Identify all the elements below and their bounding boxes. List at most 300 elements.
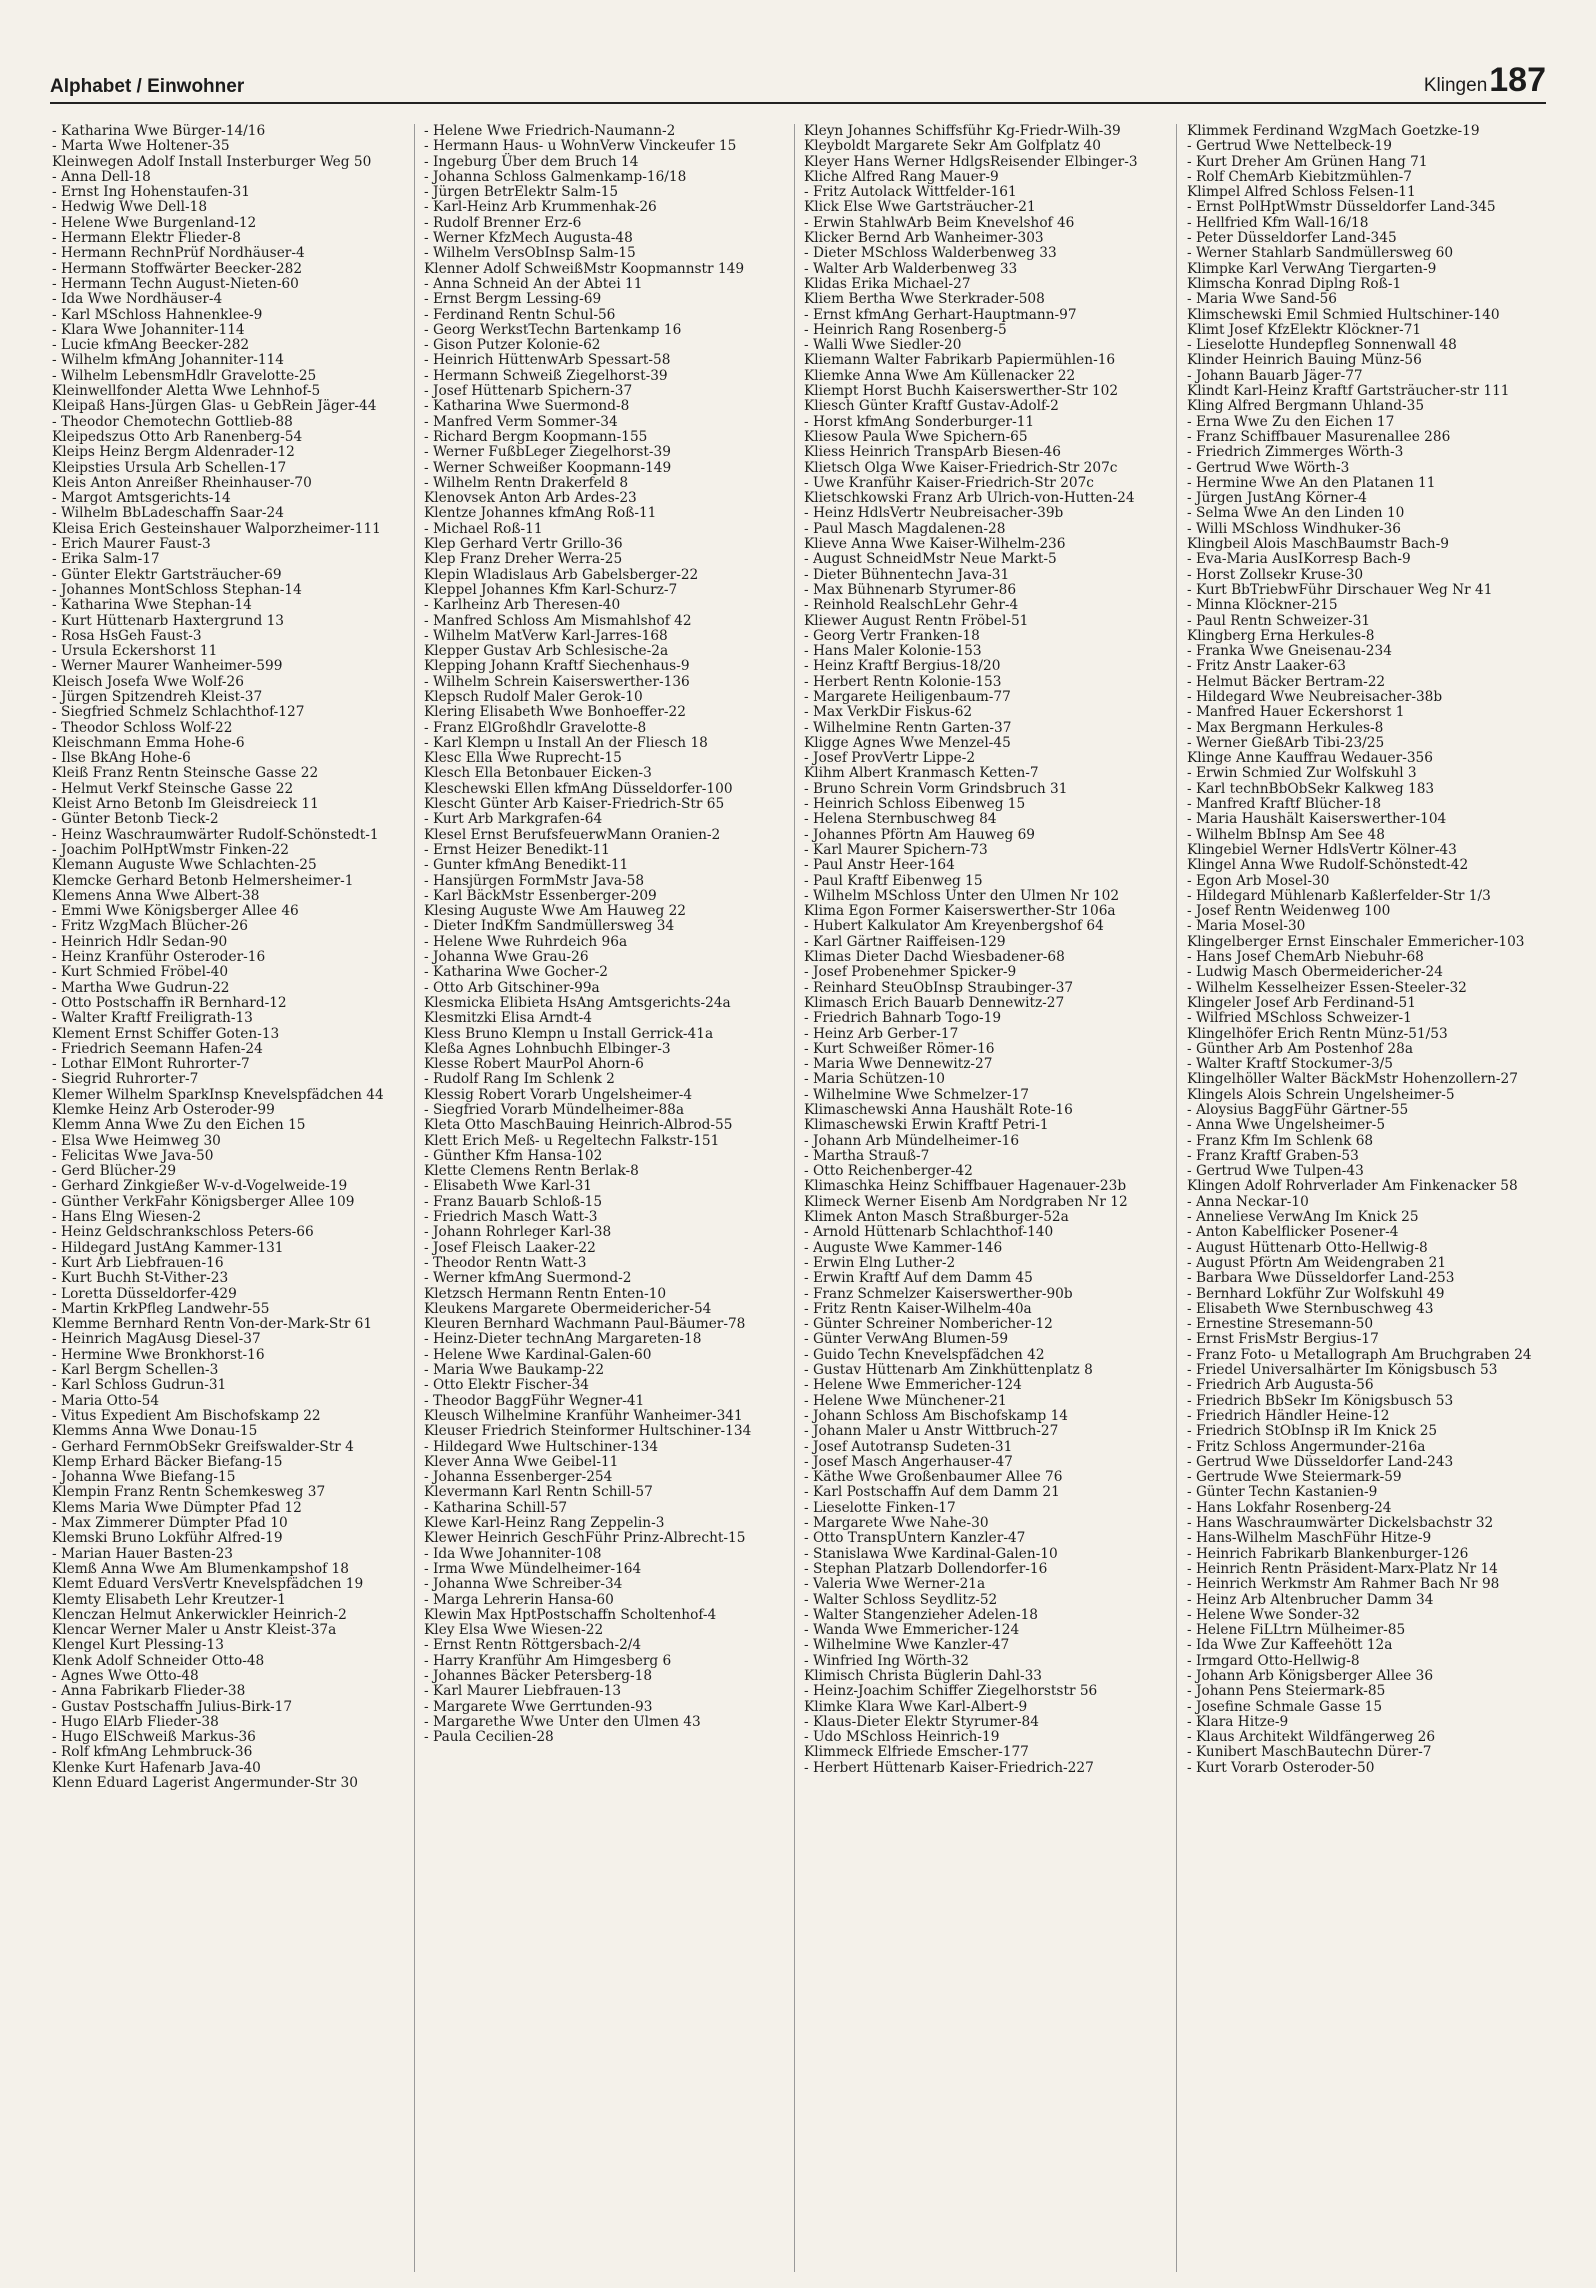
directory-entry: - Hermann Stoffwärter Beecker-282 — [52, 260, 303, 277]
directory-entry: - Friedrich Bahnarb Togo-19 — [804, 1010, 1002, 1027]
directory-entry: - Barbara Wwe Düsseldorfer Land-253 — [1187, 1270, 1455, 1287]
directory-entry: - Walter Kraftf Stockumer-3/5 — [1187, 1056, 1393, 1073]
directory-entry: Kleips Heinz Bergm Aldenrader-12 — [52, 444, 295, 461]
directory-entry: - Heinrich Rang Rosenberg-5 — [804, 321, 1007, 338]
directory-entry: Klesse Robert MaurPol Ahorn-6 — [424, 1056, 644, 1073]
directory-entry: - Paula Cecilien-28 — [424, 1729, 554, 1746]
directory-column-4 — [1187, 124, 1535, 2272]
directory-entry: - Johannes MontSchloss Stephan-14 — [52, 581, 302, 598]
directory-entry: - Günther Arb Am Postenhof 28a — [1187, 1040, 1413, 1057]
directory-entry: Kleinwellfonder Aletta Wwe Lehnhof-5 — [52, 383, 321, 400]
column-divider — [794, 124, 795, 2272]
directory-entry: - Reinhold RealschLehr Gehr-4 — [804, 597, 1019, 614]
directory-entry: - Erwin Elng Luther-2 — [804, 1254, 956, 1271]
directory-entry: - Ernestine Stresemann-50 — [1187, 1316, 1374, 1333]
directory-entry: - Gertrud Wwe Nettelbeck-19 — [1187, 138, 1392, 155]
directory-entry: Klemer Wilhelm SparkInsp Knevelspfädchen 44 — [52, 1086, 384, 1103]
directory-entry: - Karl Maurer Spichern-73 — [804, 841, 988, 858]
directory-entry: Kliem Bertha Wwe Sterkrader-508 — [804, 291, 1045, 308]
directory-entry: Klimpke Karl VerwAng Tiergarten-9 — [1187, 260, 1437, 277]
directory-entry: - Anna Fabrikarb Flieder-38 — [52, 1683, 246, 1700]
directory-entry: - Heinrich Rentn Präsident-Marx-Platz Nr 14 — [1187, 1560, 1498, 1577]
directory-entry: - Wilhelm Kesselheizer Essen-Steeler-32 — [1187, 979, 1467, 996]
column-divider — [1176, 124, 1177, 2272]
directory-entry: - Wilfried MSchloss Schweizer-1 — [1187, 1010, 1412, 1027]
directory-entry: - Georg Vertr Franken-18 — [804, 627, 980, 644]
directory-entry: - Peter Düsseldorfer Land-345 — [1187, 230, 1397, 247]
directory-entry: - Friedrich Händler Heine-12 — [1187, 1407, 1390, 1424]
directory-entry: - Minna Klöckner-215 — [1187, 597, 1338, 614]
directory-entry: - Jürgen BetrElektr Salm-15 — [424, 184, 619, 201]
directory-entry: - Günter Schreiner Nombericher-12 — [804, 1316, 1053, 1333]
directory-entry: - Ernst Ing Hohenstaufen-31 — [52, 184, 250, 201]
directory-entry: - Otto TranspUntern Kanzler-47 — [804, 1530, 1026, 1547]
directory-entry: Klieve Anna Wwe Kaiser-Wilhelm-236 — [804, 536, 1066, 553]
directory-entry: - Hermann Techn August-Nieten-60 — [52, 275, 299, 292]
directory-entry: - Werner FußbLeger Ziegelhorst-39 — [424, 444, 671, 461]
directory-entry: - Werner KfzMech Augusta-48 — [424, 230, 633, 247]
directory-entry: - Hellfried Kfm Wall-16/18 — [1187, 214, 1369, 231]
directory-entry: - Heinz Arb Gerber-17 — [804, 1025, 959, 1042]
directory-entry: - Ernst kfmAng Gerhart-Hauptmann-97 — [804, 306, 1077, 323]
directory-entry: - Margarete Wwe Gerrtunden-93 — [424, 1698, 653, 1715]
directory-entry: Klepin Wladislaus Arb Gabelsberger-22 — [424, 566, 699, 583]
directory-entry: Kleßa Agnes Lohnbuchh Elbinger-3 — [424, 1040, 671, 1057]
directory-entry: Klingbeil Alois MaschBaumstr Bach-9 — [1187, 536, 1449, 553]
directory-entry: - Hans-Wilhelm MaschFühr Hitze-9 — [1187, 1530, 1432, 1547]
directory-entry: - Kurt Schmied Fröbel-40 — [52, 964, 229, 981]
directory-entry: - Lieselotte Hundepfleg Sonnenwall 48 — [1187, 337, 1457, 354]
directory-entry: - Hermine Wwe An den Platanen 11 — [1187, 474, 1436, 491]
directory-entry: Klencar Werner Maler u Anstr Kleist-37a — [52, 1622, 337, 1639]
directory-entry: - Irma Wwe Mündelheimer-164 — [424, 1560, 642, 1577]
directory-entry: - Paul Anstr Heer-164 — [804, 857, 955, 874]
directory-entry: - Friedrich Zimmerges Wörth-3 — [1187, 444, 1404, 461]
directory-entry: - Max Zimmerer Dümpter Pfad 10 — [52, 1515, 288, 1532]
directory-entry: Kleuser Friedrich Steinformer Hultschiner-134 — [424, 1423, 752, 1440]
directory-entry: - Erna Wwe Zu den Eichen 17 — [1187, 413, 1395, 430]
directory-entry: - Martha Wwe Gudrun-22 — [52, 979, 230, 996]
directory-entry: Klimek Anton Masch Straßburger-52a — [804, 1209, 1069, 1226]
directory-entry: - Uwe Kranführ Kaiser-Friedrich-Str 207c — [804, 474, 1094, 491]
directory-entry: - Kurt Schweißer Römer-16 — [804, 1040, 995, 1057]
directory-entry: - Otto Arb Gitschiner-99a — [424, 979, 600, 996]
directory-entry: Klep Gerhard Vertr Grillo-36 — [424, 536, 623, 553]
directory-entry: - Kurt Vorarb Osteroder-50 — [1187, 1759, 1375, 1776]
directory-entry: - Johann Maler u Anstr Wittbruch-27 — [804, 1423, 1059, 1440]
directory-entry: - Helene Wwe Emmericher-124 — [804, 1377, 1022, 1394]
directory-entry: - Fritz WzgMach Blücher-26 — [52, 918, 248, 935]
directory-entry: Klinder Heinrich Bauing Münz-56 — [1187, 352, 1422, 369]
directory-entry: - Karl Klempn u Install An der Fliesch 18 — [424, 734, 708, 751]
directory-entry: Kling Alfred Bergmann Uhland-35 — [1187, 398, 1425, 415]
directory-entry: - Rudolf Brenner Erz-6 — [424, 214, 582, 231]
directory-entry: - Franz ElGroßhdlr Gravelotte-8 — [424, 719, 647, 736]
directory-entry: - Franz Schmelzer Kaiserswerther-90b — [804, 1285, 1073, 1302]
directory-entry: Kleschewski Ellen kfmAng Düsseldorfer-100 — [424, 780, 733, 797]
directory-entry: - Wilhelm BbInsp Am See 48 — [1187, 826, 1385, 843]
page-number: 187 — [1489, 61, 1546, 99]
directory-entry: Klingberg Erna Herkules-8 — [1187, 627, 1375, 644]
directory-entry: Klewin Max HptPostschaffn Scholtenhof-4 — [424, 1606, 717, 1623]
directory-entry: Kleuren Bernhard Wachmann Paul-Bäumer-78 — [424, 1316, 746, 1333]
directory-entry: - Heinrich MagAusg Diesel-37 — [52, 1331, 261, 1348]
directory-entry: - Günter Betonb Tieck-2 — [52, 811, 219, 828]
directory-entry: Klemty Elisabeth Lehr Kreutzer-1 — [52, 1591, 286, 1608]
directory-entry: - Helene Wwe Burgenland-12 — [52, 214, 257, 231]
section-title: Alphabet / Einwohner — [50, 76, 245, 97]
directory-entry: Klette Clemens Rentn Berlak-8 — [424, 1163, 639, 1180]
directory-entry: - Heinz-Joachim Schiffer Ziegelhorststr 56 — [804, 1683, 1098, 1700]
directory-entry: - Hildegard Wwe Hultschiner-134 — [424, 1438, 659, 1455]
directory-column-2 — [424, 124, 772, 2272]
directory-entry: - Max Bergmann Herkules-8 — [1187, 719, 1384, 736]
directory-entry: - Erwin Schmied Zur Wolfskuhl 3 — [1187, 765, 1417, 782]
directory-entry: Kleinwegen Adolf Install Insterburger Weg 50 — [52, 153, 372, 170]
directory-entry: - Maria Mosel-30 — [1187, 918, 1306, 935]
directory-entry: - Klaus-Dieter Elektr Styrumer-84 — [804, 1713, 1039, 1730]
directory-entry: - Ernst Bergm Lessing-69 — [424, 291, 602, 308]
directory-entry: Kligge Agnes Wwe Menzel-45 — [804, 734, 1011, 751]
directory-entry: Klimasch Erich Bauarb Dennewitz-27 — [804, 994, 1065, 1011]
directory-entry: - Heinrich Hdlr Sedan-90 — [52, 933, 228, 950]
directory-entry: - Georg WerkstTechn Bartenkamp 16 — [424, 321, 682, 338]
directory-entry: Kleisch Josefa Wwe Wolf-26 — [52, 673, 244, 690]
directory-entry: - Wilhelm BbLadeschaffn Saar-24 — [52, 505, 284, 522]
directory-entry: - Joachim PolHptWmstr Finken-22 — [52, 841, 289, 858]
directory-entry: - Franz Kfm Im Schlenk 68 — [1187, 1132, 1374, 1149]
directory-entry: - Heinz Kranführ Osteroder-16 — [52, 949, 266, 966]
directory-entry: - Hans Waschraumwärter Dickelsbachstr 32 — [1187, 1515, 1494, 1532]
directory-entry: - Katharina Wwe Gocher-2 — [424, 964, 608, 981]
directory-entry: - Margarete Wwe Nahe-30 — [804, 1515, 989, 1532]
directory-entry: - Dieter Bühnentechn Java-31 — [804, 566, 1010, 583]
directory-entry: Klingebiel Werner HdlsVertr Kölner-43 — [1187, 841, 1457, 858]
column-divider — [414, 124, 415, 2272]
directory-entry: Klimisch Christa Büglerin Dahl-33 — [804, 1667, 1043, 1684]
directory-entry: - Hansjürgen FormMstr Java-58 — [424, 872, 645, 889]
directory-entry: - Friedel Universalhärter Im Königsbusch 53 — [1187, 1362, 1498, 1379]
directory-entry: - Käthe Wwe Großenbaumer Allee 76 — [804, 1469, 1063, 1486]
directory-entry: - Willi MSchloss Windhuker-36 — [1187, 520, 1401, 537]
directory-entry: Kleyn Johannes Schiffsführ Kg-Friedr-Wilh-39 — [804, 124, 1121, 139]
directory-entry: - Michael Roß-11 — [424, 520, 543, 537]
directory-entry: - Hans Maler Kolonie-153 — [804, 643, 982, 660]
directory-entry: - Hermann Elektr Flieder-8 — [52, 230, 241, 247]
directory-entry: Klinge Anne Kauffrau Wedauer-356 — [1187, 750, 1433, 767]
directory-entry: - Johann Arb Mündelheimer-16 — [804, 1132, 1020, 1149]
directory-entry: Klemß Anna Wwe Am Blumenkampshof 18 — [52, 1560, 349, 1577]
directory-entry: - Hermine Wwe Bronkhorst-16 — [52, 1346, 265, 1363]
directory-entry: Klenovsek Anton Arb Ardes-23 — [424, 490, 637, 507]
directory-entry: Klimke Klara Wwe Karl-Albert-9 — [804, 1698, 1028, 1715]
directory-entry: - Klara Hitze-9 — [1187, 1713, 1289, 1730]
directory-entry: - Martha Strauß-7 — [804, 1147, 930, 1164]
directory-entry: Klesch Ella Betonbauer Eicken-3 — [424, 765, 652, 782]
directory-entry: - Kurt Arb Markgrafen-64 — [424, 811, 603, 828]
directory-entry: - Wilhelm kfmAng Johanniter-114 — [52, 352, 284, 369]
directory-entry: - Maria Wwe Dennewitz-27 — [804, 1056, 993, 1073]
directory-entry: Klingelberger Ernst Einschaler Emmericher-103 — [1187, 933, 1525, 950]
directory-entry: - Kurt Hüttenarb Haxtergrund 13 — [52, 612, 285, 629]
directory-entry: - Lucie kfmAng Beecker-282 — [52, 337, 250, 354]
directory-entry: - Walli Wwe Siedler-20 — [804, 337, 962, 354]
directory-entry: - Werner Schweißer Koopmann-149 — [424, 459, 672, 476]
directory-entry: - Franz Bauarb Schloß-15 — [424, 1193, 603, 1210]
directory-entry: - Johanna Essenberger-254 — [424, 1469, 613, 1486]
directory-entry: - Katharina Wwe Stephan-14 — [52, 597, 252, 614]
directory-entry: - Margarethe Wwe Unter den Ulmen 43 — [424, 1713, 701, 1730]
directory-entry: - Herbert Rentn Kolonie-153 — [804, 673, 1002, 690]
directory-entry: - Heinrich Schloss Eibenweg 15 — [804, 796, 1026, 813]
directory-entry: - Arnold Hüttenarb Schlachthof-140 — [804, 1224, 1054, 1241]
directory-entry: - Ferdinand Rentn Schul-56 — [424, 306, 616, 323]
directory-entry: Klicker Bernd Arb Wanheimer-303 — [804, 230, 1044, 247]
directory-entry: Kletzsch Hermann Rentn Enten-10 — [424, 1285, 667, 1302]
directory-entry: - Rudolf Rang Im Schlenk 2 — [424, 1071, 615, 1088]
directory-entry: - Ida Wwe Nordhäuser-4 — [52, 291, 223, 308]
directory-entry: - Helene Wwe Kardinal-Galen-60 — [424, 1346, 652, 1363]
directory-entry: Klimpel Alfred Schloss Felsen-11 — [1187, 184, 1416, 201]
directory-entry: - Fritz Rentn Kaiser-Wilhelm-40a — [804, 1300, 1032, 1317]
directory-entry: Klingelhöfer Erich Rentn Münz-51/53 — [1187, 1025, 1448, 1042]
directory-entry: Kleipaß Hans-Jürgen Glas- u GebRein Jäger-44 — [52, 398, 377, 415]
directory-entry: - Ernst FrisMstr Bergius-17 — [1187, 1331, 1379, 1348]
directory-entry: - Anna Schneid An der Abtei 11 — [424, 275, 643, 292]
directory-entry: - Harry Kranführ Am Himgesberg 6 — [424, 1652, 672, 1669]
directory-entry: - Jürgen JustAng Körner-4 — [1187, 490, 1367, 507]
directory-entry: - Marian Hauer Basten-23 — [52, 1545, 234, 1562]
directory-entry: - Klara Wwe Johanniter-114 — [52, 321, 245, 338]
directory-entry: - Lieselotte Finken-17 — [804, 1499, 956, 1516]
directory-entry: - Karl Gärtner Raiffeisen-129 — [804, 933, 1006, 950]
directory-entry: Klimmek Ferdinand WzgMach Goetzke-19 — [1187, 124, 1480, 139]
directory-entry: - Katharina Schill-57 — [424, 1499, 568, 1516]
directory-entry: Klemp Erhard Bäcker Biefang-15 — [52, 1453, 283, 1470]
directory-entry: - Heinz-Dieter technAng Margareten-18 — [424, 1331, 702, 1348]
directory-entry: - Anna Wwe Ungelsheimer-5 — [1187, 1117, 1386, 1134]
directory-entry: Klesc Ella Wwe Ruprecht-15 — [424, 750, 622, 767]
directory-entry: - Dieter MSchloss Walderbenweg 33 — [804, 245, 1057, 262]
directory-entry: Kleusch Wilhelmine Kranführ Wanheimer-341 — [424, 1407, 743, 1424]
directory-entry: - Rolf ChemArb Kiebitzmühlen-7 — [1187, 168, 1413, 185]
directory-entry: Klement Ernst Schiffer Goten-13 — [52, 1025, 280, 1042]
directory-entry: - Paul Masch Magdalenen-28 — [804, 520, 1006, 537]
directory-entry: Klewer Heinrich GeschFühr Prinz-Albrecht-15 — [424, 1530, 746, 1547]
directory-entry: - Hildegard Mühlenarb Kaßlerfelder-Str 1/3 — [1187, 887, 1491, 904]
directory-entry: - Gerd Blücher-29 — [52, 1163, 177, 1180]
directory-entry: Kleta Otto MaschBauing Heinrich-Albrod-55 — [424, 1117, 733, 1134]
directory-entry: Klemt Eduard VersVertr Knevelspfädchen 19 — [52, 1576, 364, 1593]
directory-entry: - Karl Bergm Schellen-3 — [52, 1362, 219, 1379]
directory-entry: Kley Elsa Wwe Wiesen-22 — [424, 1622, 604, 1639]
directory-entry: Kliesch Günter Kraftf Gustav-Adolf-2 — [804, 398, 1059, 415]
directory-entry: - Gustav Postschaffn Julius-Birk-17 — [52, 1698, 293, 1715]
directory-entry: - Bernhard Lokführ Zur Wolfskuhl 49 — [1187, 1285, 1445, 1302]
directory-entry: Klimaschka Heinz Schiffbauer Hagenauer-23b — [804, 1178, 1127, 1195]
directory-entry: Klimas Dieter Dachd Wiesbadener-68 — [804, 949, 1065, 966]
directory-entry: - Franz Kraftf Graben-53 — [1187, 1147, 1359, 1164]
directory-entry: - Hermann RechnPrüf Nordhäuser-4 — [52, 245, 305, 262]
directory-entry: - Josef Masch Angerhauser-47 — [804, 1453, 1013, 1470]
directory-entry: - Loretta Düsseldorfer-429 — [52, 1285, 237, 1302]
directory-entry: Klingels Alois Schrein Ungelsheimer-5 — [1187, 1086, 1455, 1103]
directory-entry: Klenke Kurt Hafenarb Java-40 — [52, 1759, 261, 1776]
directory-entry: - Maria Schützen-10 — [804, 1071, 945, 1088]
directory-entry: - Helmut Bäcker Bertram-22 — [1187, 673, 1386, 690]
directory-entry: - Karl technBbObSekr Kalkweg 183 — [1187, 780, 1435, 797]
directory-entry: - Heinz Geldschrankschloss Peters-66 — [52, 1224, 314, 1241]
directory-entry: Klimt Josef KfzElektr Klöckner-71 — [1187, 321, 1422, 338]
directory-entry: Klingel Anna Wwe Rudolf-Schönstedt-42 — [1187, 857, 1469, 874]
directory-column-1 — [52, 124, 400, 2272]
directory-entry: Klenk Adolf Schneider Otto-48 — [52, 1652, 265, 1669]
directory-entry: - Kurt BbTriebwFühr Dirschauer Weg Nr 41 — [1187, 581, 1493, 598]
directory-entry: - Maria Wwe Baukamp-22 — [424, 1362, 605, 1379]
directory-entry: Klimscha Konrad Diplng Roß-1 — [1187, 275, 1402, 292]
directory-entry: Klemcke Gerhard Betonb Helmersheimer-1 — [52, 872, 354, 889]
directory-entry: - Theodor Schloss Wolf-22 — [52, 719, 233, 736]
directory-entry: - Elsa Wwe Heimweg 30 — [52, 1132, 221, 1149]
directory-entry: - Walter Arb Walderbenweg 33 — [804, 260, 1018, 277]
directory-entry: - Ida Wwe Zur Kaffeehött 12a — [1187, 1637, 1393, 1654]
directory-entry: - Rolf kfmAng Lehmbruck-36 — [52, 1744, 253, 1761]
directory-entry: - Otto Reichenberger-42 — [804, 1163, 973, 1180]
directory-entry: Klemke Heinz Arb Osteroder-99 — [52, 1102, 275, 1118]
directory-entry: - Wilhelm Schrein Kaiserswerther-136 — [424, 673, 690, 690]
directory-entry: - Agnes Wwe Otto-48 — [52, 1667, 199, 1684]
directory-entry: - Ludwig Masch Obermeidericher-24 — [1187, 964, 1443, 981]
directory-entry: - Walter Stangenzieher Adelen-18 — [804, 1606, 1038, 1623]
directory-entry: - Kurt Arb Liebfrauen-16 — [52, 1254, 224, 1271]
directory-entry: - Gertrude Wwe Steiermark-59 — [1187, 1469, 1402, 1486]
directory-entry: - Günther VerkFahr Königsberger Allee 109 — [52, 1193, 355, 1210]
directory-entry: Kliemann Walter Fabrikarb Papiermühlen-16 — [804, 352, 1116, 369]
directory-entry: - Otto Postschaffn iR Bernhard-12 — [52, 994, 287, 1011]
directory-entry: Klessig Robert Vorarb Ungelsheimer-4 — [424, 1086, 693, 1103]
directory-entry: - Richard Bergm Koopmann-155 — [424, 428, 648, 445]
directory-entry: Klentze Johannes kfmAng Roß-11 — [424, 505, 657, 522]
directory-entry: - Paul Rentn Schweizer-31 — [1187, 612, 1371, 629]
directory-entry: Kliempt Horst Buchh Kaiserswerther-Str 102 — [804, 383, 1119, 400]
directory-entry: - Manfred Verm Sommer-34 — [424, 413, 618, 430]
directory-entry: Kleukens Margarete Obermeidericher-54 — [424, 1300, 712, 1317]
directory-column-3 — [804, 124, 1152, 2272]
directory-entry: Klenczan Helmut Ankerwickler Heinrich-2 — [52, 1606, 347, 1623]
directory-entry: - Horst Zollsekr Kruse-30 — [1187, 566, 1364, 583]
directory-entry: - Josef Probenehmer Spicker-9 — [804, 964, 1017, 981]
directory-entry: - Helene Wwe Sonder-32 — [1187, 1606, 1360, 1623]
directory-entry: - Wilhelmine Wwe Schmelzer-17 — [804, 1086, 1029, 1103]
directory-entry: - Friedrich Arb Augusta-56 — [1187, 1377, 1374, 1394]
directory-entry: - Johann Arb Königsberger Allee 36 — [1187, 1667, 1434, 1684]
directory-entry: - Gerhard Zinkgießer W-v-d-Vogelweide-19 — [52, 1178, 348, 1195]
directory-entry: - Heinz Arb Altenbrucher Damm 34 — [1187, 1591, 1434, 1608]
directory-entry: Kliesow Paula Wwe Spichern-65 — [804, 428, 1028, 445]
directory-entry: - Maria Wwe Sand-56 — [1187, 291, 1337, 308]
directory-entry: - Gustav Hüttenarb Am Zinkhüttenplatz 8 — [804, 1362, 1093, 1379]
directory-entry: - Erwin Kraftf Auf dem Damm 45 — [804, 1270, 1033, 1287]
directory-entry: - Anneliese VerwAng Im Knick 25 — [1187, 1209, 1419, 1226]
directory-entry: Klemann Auguste Wwe Schlachten-25 — [52, 857, 317, 874]
directory-entry: - Gison Putzer Kolonie-62 — [424, 337, 601, 354]
directory-entry: - Johanna Wwe Schreiber-34 — [424, 1576, 623, 1593]
directory-entry: - Lothar ElMont Ruhrorter-7 — [52, 1056, 250, 1073]
directory-entry: - Günther Kfm Hansa-102 — [424, 1147, 603, 1164]
directory-entry: Kless Bruno Klempn u Install Gerrick-41a — [424, 1025, 714, 1042]
directory-entry: - Herbert Hüttenarb Kaiser-Friedrich-227 — [804, 1759, 1094, 1776]
town-name: Klingen — [1423, 75, 1488, 96]
directory-entry: - Jürgen Spitzendreh Kleist-37 — [52, 688, 263, 705]
directory-entry: Klescht Günter Arb Kaiser-Friedrich-Str 65 — [424, 796, 725, 813]
directory-entry: - August Pförtn Am Weidengraben 21 — [1187, 1254, 1447, 1271]
directory-entry: - Wilhelm MSchloss Unter den Ulmen Nr 102 — [804, 887, 1120, 904]
directory-entry: - Fritz Anstr Laaker-63 — [1187, 658, 1346, 675]
directory-entry: - Karl MSchloss Hahnenklee-9 — [52, 306, 263, 323]
directory-entry: - Wilhelm LebensmHdlr Gravelotte-25 — [52, 367, 317, 384]
directory-entry: Kleisa Erich Gesteinshauer Walporzheimer-111 — [52, 520, 381, 537]
directory-entry: - Siegrid Ruhrorter-7 — [52, 1071, 199, 1088]
directory-entry: - Heinz Waschraumwärter Rudolf-Schönstedt-1 — [52, 826, 379, 843]
directory-entry: Kleyer Hans Werner HdlgsReisender Elbinger-3 — [804, 153, 1138, 170]
directory-entry: - Anton Kabelflicker Posener-4 — [1187, 1224, 1399, 1241]
directory-entry: - Erich Maurer Faust-3 — [52, 536, 211, 553]
directory-entry: - Helene FiLLtrn Mülheimer-85 — [1187, 1622, 1406, 1639]
directory-entry: - Heinrich Fabrikarb Blankenburger-126 — [1187, 1545, 1469, 1562]
directory-entry: - Erika Salm-17 — [52, 551, 160, 568]
directory-entry: - Wilhelmine Rentn Garten-37 — [804, 719, 1012, 736]
directory-entry: - Wilhelm Rentn Drakerfeld 8 — [424, 474, 629, 491]
directory-entry: - Ernst PolHptWmstr Düsseldorfer Land-345 — [1187, 199, 1496, 216]
page-locator — [1424, 61, 1546, 100]
directory-entry: - Karl Maurer Liebfrauen-13 — [424, 1683, 622, 1700]
directory-entry: - Walter Kraftf Freiligrath-13 — [52, 1010, 253, 1027]
directory-entry: Klingeler Josef Arb Ferdinand-51 — [1187, 994, 1416, 1011]
directory-entry: - Anna Neckar-10 — [1187, 1193, 1309, 1210]
directory-entry: - Hugo ElArb Flieder-38 — [52, 1713, 219, 1730]
directory-entry: - Selma Wwe An den Linden 10 — [1187, 505, 1405, 522]
directory-entry: - Stephan Platzarb Dollendorfer-16 — [804, 1560, 1048, 1577]
directory-entry: Klepping Johann Kraftf Siechenhaus-9 — [424, 658, 690, 675]
directory-entry: - Kurt Dreher Am Grünen Hang 71 — [1187, 153, 1428, 170]
directory-entry: - Walter Schloss Seydlitz-52 — [804, 1591, 998, 1608]
directory-entry: Klepper Gustav Arb Schlesische-2a — [424, 643, 669, 660]
directory-entry: - Elisabeth Wwe Sternbuschweg 43 — [1187, 1300, 1434, 1317]
directory-entry: Kleiß Franz Rentn Steinsche Gasse 22 — [52, 765, 319, 782]
directory-entry: - Auguste Wwe Kammer-146 — [804, 1239, 1003, 1256]
directory-entry: - Marta Wwe Holtener-35 — [52, 138, 230, 155]
directory-entry: - Manfred Hauer Eckershorst 1 — [1187, 704, 1405, 721]
directory-entry: Klimschewski Emil Schmied Hultschiner-140 — [1187, 306, 1500, 323]
directory-entry: - Klaus Architekt Wildfängerweg 26 — [1187, 1729, 1436, 1746]
directory-entry: Klingelhöller Walter BäckMstr Hohenzollern-27 — [1187, 1071, 1518, 1088]
directory-entry: Klimmeck Elfriede Emscher-177 — [804, 1744, 1029, 1761]
directory-entry: - Hermann Schweiß Ziegelhorst-39 — [424, 367, 668, 384]
directory-entry: - Margarete Heiligenbaum-77 — [804, 688, 1011, 705]
directory-entry: Klietsch Olga Wwe Kaiser-Friedrich-Str 207c — [804, 459, 1118, 476]
directory-entry: - Helmut Verkf Steinsche Gasse 22 — [52, 780, 294, 797]
directory-entry: - Irmgard Otto-Hellwig-8 — [1187, 1652, 1360, 1669]
directory-entry: - Josefine Schmale Gasse 15 — [1187, 1698, 1383, 1715]
directory-entry: - Guido Techn Knevelspfädchen 42 — [804, 1346, 1045, 1363]
directory-entry: - Hildegard Wwe Neubreisacher-38b — [1187, 688, 1443, 705]
directory-entry: - Josef Rentn Weidenweg 100 — [1187, 903, 1391, 920]
directory-entry: Kleipsties Ursula Arb Schellen-17 — [52, 459, 287, 476]
directory-entry: - Helene Wwe Ruhrdeich 96a — [424, 933, 628, 950]
directory-entry: - Josef ProvVertr Lippe-2 — [804, 750, 976, 767]
directory-entry: Klimaschewski Anna Haushält Rote-16 — [804, 1102, 1073, 1118]
directory-entry: - Heinrich Werkmstr Am Rahmer Bach Nr 98 — [1187, 1576, 1500, 1593]
